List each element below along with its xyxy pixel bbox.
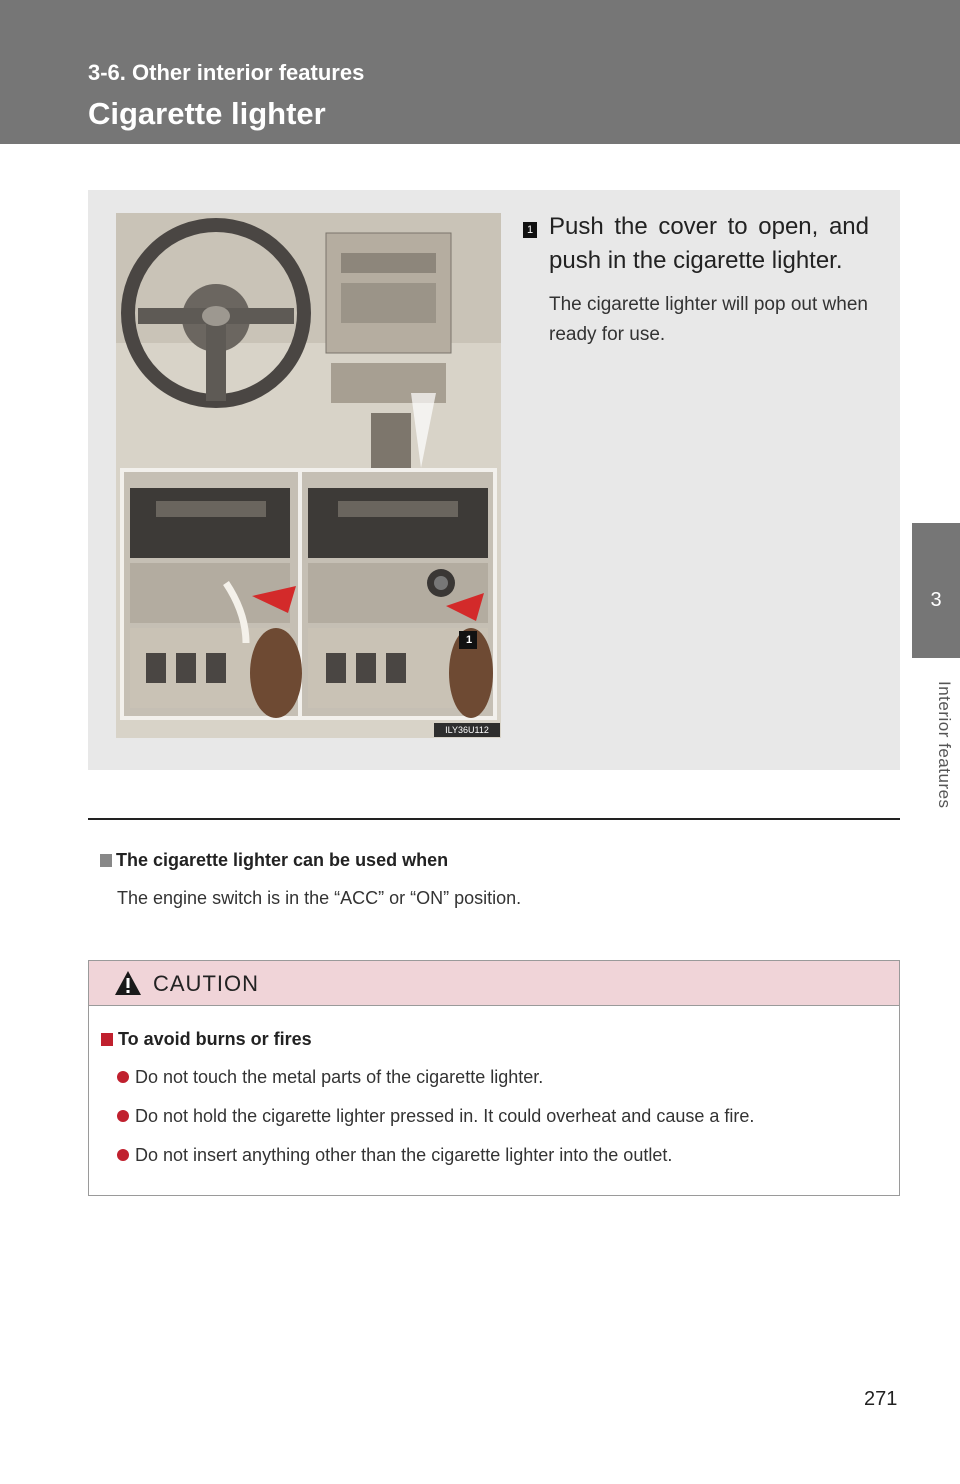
square-bullet-icon [100,854,112,867]
red-dot-icon [117,1149,129,1161]
chapter-label: Interior features [935,681,954,809]
page-title: Cigarette lighter [88,96,326,131]
note-heading [100,850,448,871]
caution-subheading-text: To avoid burns or fires [118,1029,312,1049]
red-dot-icon [117,1110,129,1122]
note-heading-text: The cigarette lighter can be used when [116,850,449,870]
caution-bullet-text: Do not insert anything other than the cigarette lighter into the outlet. [135,1145,673,1165]
step-number-badge: 1 [523,222,537,238]
chapter-number: 3 [930,589,942,611]
section-divider [88,818,900,820]
caution-bullet-text: Do not hold the cigarette lighter pressed in. It could overheat and cause a fire. [135,1106,755,1126]
page-number: 271 [864,1388,898,1410]
caution-bullet [117,1145,672,1166]
dashboard-illustration [116,213,501,738]
chapter-tab [912,523,960,658]
caution-bullet [117,1067,543,1088]
warning-triangle-icon [113,969,143,997]
caution-label: CAUTION [153,971,259,996]
note-body: The engine switch is in the “ACC” or “ON” position. [117,888,522,908]
red-dot-icon [117,1071,129,1083]
image-callout-number: 1 [465,634,473,646]
step-instruction: Push the cover to open, and push in the cigarette lighter. [549,213,869,274]
image-code: ILY36U112 [445,725,489,735]
caution-bullet-text: Do not touch the metal parts of the cigarette lighter. [135,1067,544,1087]
caution-header [89,961,899,1006]
red-square-bullet-icon [101,1033,113,1046]
section-title: 3-6. Other interior features [88,60,365,85]
caution-box [88,960,900,1196]
step-detail: The cigarette lighter will pop out when ready for use. [549,294,868,345]
page-header [0,0,960,144]
caution-bullet [117,1106,754,1127]
caution-subheading [101,1029,312,1050]
